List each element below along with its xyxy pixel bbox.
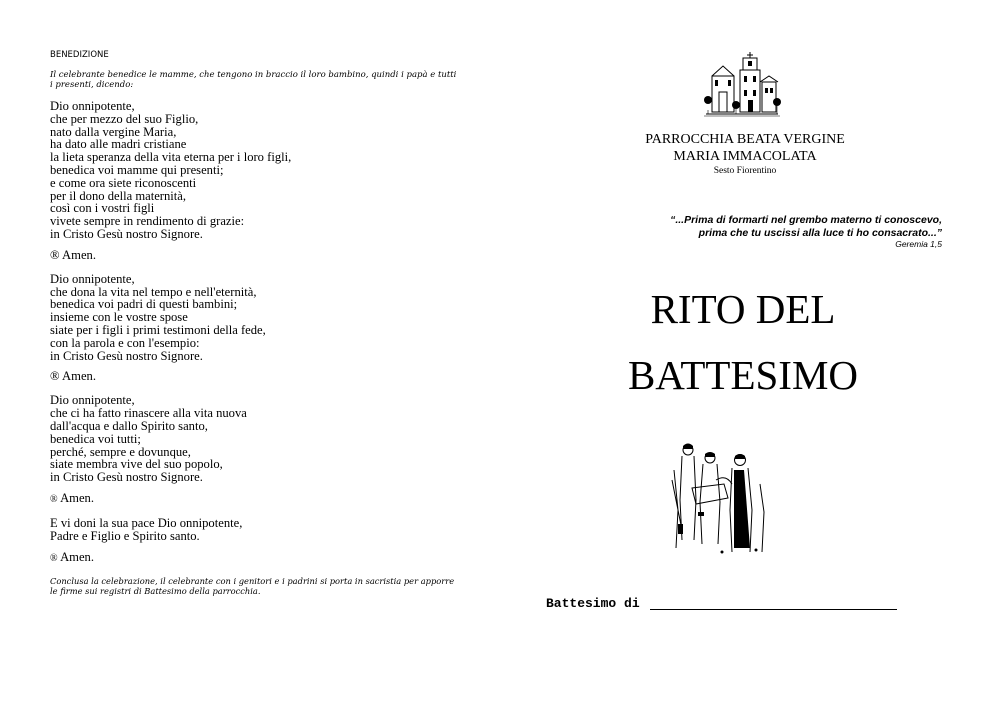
rubric-intro: Il celebrante benedice le mamme, che tengono in braccio il loro bambino, quindi i papà e tutti i presenti, dicendo: [50, 70, 457, 90]
prayer-line: insieme con le vostre spose [50, 310, 188, 325]
prayer-line: in Cristo Gesù nostro Signore. [50, 470, 203, 485]
closing-rubric: Conclusa la celebrazione, il celebrante con i genitori e i padrini si porta in sacristia per apporre le firme sui registri di Battesimo della parrocchia. [50, 575, 455, 596]
baptism-name-line [546, 596, 897, 611]
parish-city: Sesto Fiorentino [713, 166, 777, 176]
blessing-heading: BENEDIZIONE [50, 50, 109, 60]
prayer-line: ha dato alle madri cristiane [50, 137, 187, 152]
amen-text: Amen. [62, 247, 96, 262]
prayer-line: Dio onnipotente, [50, 271, 135, 286]
title-line1: RITO DEL [650, 286, 836, 332]
baptism-illustration [670, 440, 770, 558]
prayer-peace [50, 517, 460, 543]
amen-response [50, 370, 460, 383]
prayer-line: perché, sempre e dovunque, [50, 444, 191, 459]
title-line2: BATTESIMO [627, 352, 859, 398]
prayer-fathers [50, 273, 460, 363]
quote-line: “...Prima di formarti nel grembo materno ti conoscevo, [670, 214, 942, 226]
prayer-line: benedica voi mamme qui presenti; [50, 162, 224, 177]
prayer-line: Dio onnipotente, [50, 99, 135, 113]
prayer-line: in Cristo Gesù nostro Signore. [50, 348, 203, 363]
prayer-line: siate membra vive del suo popolo, [50, 457, 223, 472]
prayer-line: che per mezzo del suo Figlio, [50, 111, 199, 126]
prayer-line: vivete sempre in rendimento di grazie: [50, 214, 245, 229]
name-blank[interactable] [650, 609, 897, 610]
prayer-all [50, 394, 460, 484]
parish-name-line1: PARROCCHIA BEATA VERGINE [645, 132, 845, 147]
quote-reference: Geremia 1,5 [895, 239, 942, 249]
baptism-of-label: Battesimo di [546, 596, 640, 611]
prayer-line: E vi doni la sua pace Dio onnipotente, [50, 515, 243, 530]
amen-text: Amen. [62, 369, 96, 384]
response-symbol: ® [50, 552, 58, 564]
prayer-line: dall'acqua e dallo Spirito santo, [50, 418, 208, 433]
blessing-column [50, 50, 460, 596]
prayer-line: in Cristo Gesù nostro Signore. [50, 226, 203, 241]
response-symbol: ® [50, 247, 60, 262]
prayer-line: con la parola e con l'esempio: [50, 335, 200, 350]
prayer-line: che dona la vita nel tempo e nell'eternità, [50, 284, 257, 299]
amen-response [50, 492, 460, 506]
prayer-line: benedica voi tutti; [50, 431, 141, 446]
response-symbol: ® [50, 369, 60, 384]
prayer-line: Padre e Figlio e Spirito santo. [50, 528, 200, 543]
scripture-quote [560, 214, 942, 250]
prayer-line: così con i vostri figli [50, 201, 155, 216]
amen-response [50, 249, 460, 262]
prayer-line: che ci ha fatto rinascere alla vita nuova [50, 406, 247, 421]
prayer-line: siate per i figli i primi testimoni della fede, [50, 322, 266, 337]
prayer-line: nato dalla vergine Maria, [50, 124, 177, 139]
amen-response [50, 551, 460, 565]
church-illustration [702, 50, 782, 118]
amen-text: Amen. [60, 549, 95, 564]
parish-block [600, 131, 890, 178]
prayer-line: la lieta speranza della vita eterna per i loro figli, [50, 150, 292, 165]
prayer-line: Dio onnipotente, [50, 393, 135, 408]
parish-name-line2: MARIA IMMACOLATA [673, 149, 817, 164]
prayer-line: e come ora siete riconoscenti [50, 175, 197, 190]
prayer-line: benedica voi padri di questi bambini; [50, 297, 238, 312]
prayer-mothers [50, 100, 460, 241]
response-symbol: ® [50, 493, 58, 505]
amen-text: Amen. [60, 490, 95, 505]
quote-line: prima che tu uscissi alla luce ti ho consacrato...” [698, 226, 942, 239]
prayer-line: per il dono della maternità, [50, 188, 187, 203]
